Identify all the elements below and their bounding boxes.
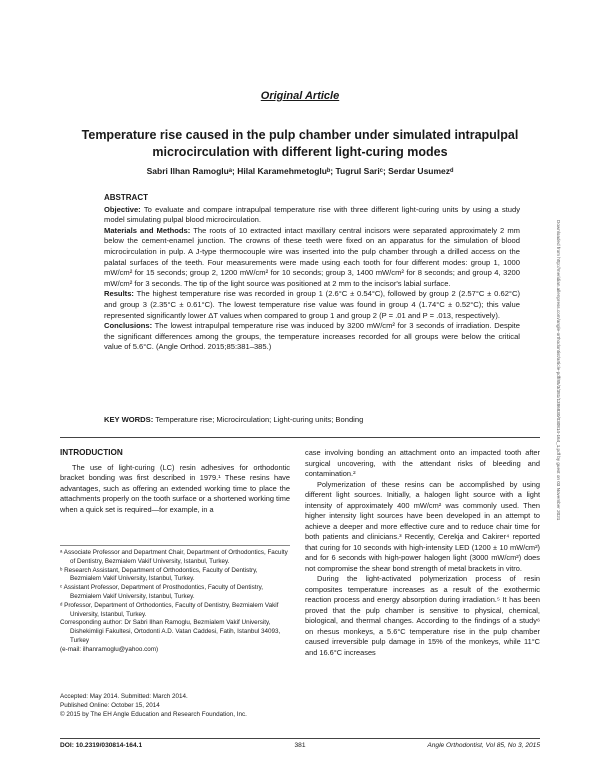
footnote-a: ᵃ Associate Professor and Department Chair, Department of Orthodontics, Faculty of Dentistry, Bezmialem Vakif University, Istanbul, Turkey.	[60, 549, 288, 565]
footnote-b: ᵇ Research Assistant, Department of Orthodontics, Faculty of Dentistry, Bezmialem Vakif University, Istanbul, Turkey.	[60, 566, 258, 583]
intro-column	[60, 448, 290, 515]
polymerization-paragraph: Polymerization of these resins can be accomplished by using different light sources. Initially, a halogen light source with a light intensity of approximately 400 mW/cm² was commonly used. Then higher intensity light sources have been developed in an attempt to achieve a deeper and more effective cure and to reduce chair time for both patients and clinicians.³ Recently, Cerekja and Cakirer⁴ reported that curing for 10 seconds with high-intensity LED (1200 ± 10 mW/cm²) and for 6 seconds with high-power halogen light (3000 mW/cm²) does not compromise the shear bond strength of metal brackets in vitro.	[305, 479, 540, 573]
continued-paragraph: case involving bonding an attachment onto an impacted tooth after surgical uncovering, with the attendant risks of bleeding and contamination.²	[305, 448, 540, 478]
intro-paragraph: The use of light-curing (LC) resin adhesives for orthodontic bracket bonding was first described in 1979.¹ These resins have advantages, such as offering an extended working time to place the attachments properly on the tooth surface or a shortened working time when a quick set is required—for example, in a	[60, 462, 290, 514]
objective-text: To evaluate and compare intrapulpal temperature rise with three different light-curing units by using a study model simulating pulpal blood microcirculation.	[104, 204, 520, 225]
abstract-objective	[104, 205, 520, 226]
affiliation-footnotes	[60, 549, 290, 655]
intro-heading: INTRODUCTION	[60, 448, 123, 457]
copyright: © 2015 by The EH Angle Education and Research Foundation, Inc.	[60, 710, 247, 718]
keywords-text: Temperature rise; Microcirculation; Light-curing units; Bonding	[155, 415, 364, 424]
footer-divider	[60, 738, 540, 739]
journal-citation: Angle Orthodontist, Vol 85, No 3, 2015	[427, 742, 540, 749]
keywords	[104, 415, 520, 424]
section-divider	[60, 437, 540, 438]
author-list: Sabri Ilhan Ramogluᵃ; Hilal Karamehmetogluᵇ; Tugrul Sariᶜ; Serdar Usumezᵈ	[146, 166, 454, 176]
conclusions-label: Conclusions:	[104, 321, 153, 331]
accepted-date: Accepted: May 2014. Submitted: March 2014.	[60, 693, 188, 700]
methods-label: Materials and Methods:	[104, 225, 191, 235]
abstract	[104, 193, 520, 353]
author-email: (e-mail: ilhanramoglu@yahoo.com)	[60, 645, 159, 653]
keywords-label: KEY WORDS:	[104, 415, 154, 424]
methods-text: The roots of 10 extracted intact maxillary central incisors were separated approximately 2 mm below the cement-enamel junction. The crowns of these teeth were fixed on an apparatus for the simulation of blood microcirculation in pulp. A J-type thermocouple wire was inserted into the pulp chamber through a drilled access on the palatal surfaces of the teeth. Four measurements were made using each tooth for four different modes: group 1, 1000 mW/cm² for 15 seconds; group 2, 1200 mW/cm² for 10 seconds; group 3, 1400 mW/cm² for 8 seconds; and group 4, 3200 mW/cm² for 3 seconds. The tip of the light source was positioned at 2 mm to the incisor's labial surface.	[104, 225, 520, 288]
right-column	[305, 448, 540, 658]
published-date: Published Online: October 15, 2014	[60, 701, 160, 709]
publication-dates	[60, 693, 290, 719]
section-label: Original Article	[260, 90, 340, 102]
article-title: Temperature rise caused in the pulp chamber under simulated intrapulpal microcirculation with different light-curing modes	[81, 128, 519, 159]
page-number: 381	[294, 742, 306, 749]
abstract-conclusions	[104, 321, 520, 353]
doi-link[interactable]: DOI: 10.2319/030814-164.1	[60, 742, 143, 749]
conclusions-text: The lowest intrapulpal temperature rise was induced by 3200 mW/cm² for 3 seconds of irradiation. Despite the significant differences among the groups, the temperature increases recorded for all groups were below the critical value of 5.6°C. (Angle Orthod. 2015;85:381–385.)	[104, 321, 520, 352]
footnote-d: ᵈ Professor, Department of Orthodontics, Faculty of Dentistry, Bezmialem Vakif University, Istanbul, Turkey.	[60, 601, 279, 618]
corresponding-author: Corresponding author: Dr Sabri Ilhan Ramoglu, Bezmialem Vakif University, Dishekimligi Fakultesi, Ortodonti A.D. Vatan Caddesi, Fatih, Istanbul 34093, Turkey	[60, 619, 281, 644]
results-label: Results:	[104, 289, 134, 299]
abstract-methods	[104, 226, 520, 290]
abstract-results	[104, 289, 520, 321]
footnote-c: ᶜ Assistant Professor, Department of Prosthodontics, Faculty of Dentistry, Bezmialem Vakif University, Istanbul, Turkey.	[60, 584, 263, 600]
temperature-paragraph: During the light-activated polymerization process of resin composites temperature increases as a result of the exothermic reaction process and energy absorption during irradiation.⁵ It has been proved that the pulp chamber is sensitive to physical, chemical, biological, and thermal changes. According to the findings of a study⁶ on rhesus monkeys, a 5.6°C temperature rise in the pulp chamber caused irreversible pulp damage in 15% of the monkeys, while 11°C and 16.6°C increases	[305, 574, 540, 657]
objective-label: Objective:	[104, 204, 141, 214]
results-text: The highest temperature rise was recorded in group 1 (2.6°C ± 0.54°C), followed by group 2 (2.57°C ± 0.62°C) and group 3 (2.35°C ± 0.61°C). The lowest temperature rise value was found in group 4 (1.74°C ± 0.52°C); this value represented significantly lower ΔT values when compared to group 1 and group 2 (P = .01 and P = .013, respectively).	[104, 289, 520, 320]
footnote-divider	[60, 545, 290, 546]
download-watermark: Downloaded from http://meridian.allenpress.com/angle-orthodontist/article-pdf/85/3/381/1386830/030814-164_1.pdf by guest on 03 November 2021	[556, 220, 561, 521]
abstract-heading: ABSTRACT	[104, 193, 148, 202]
